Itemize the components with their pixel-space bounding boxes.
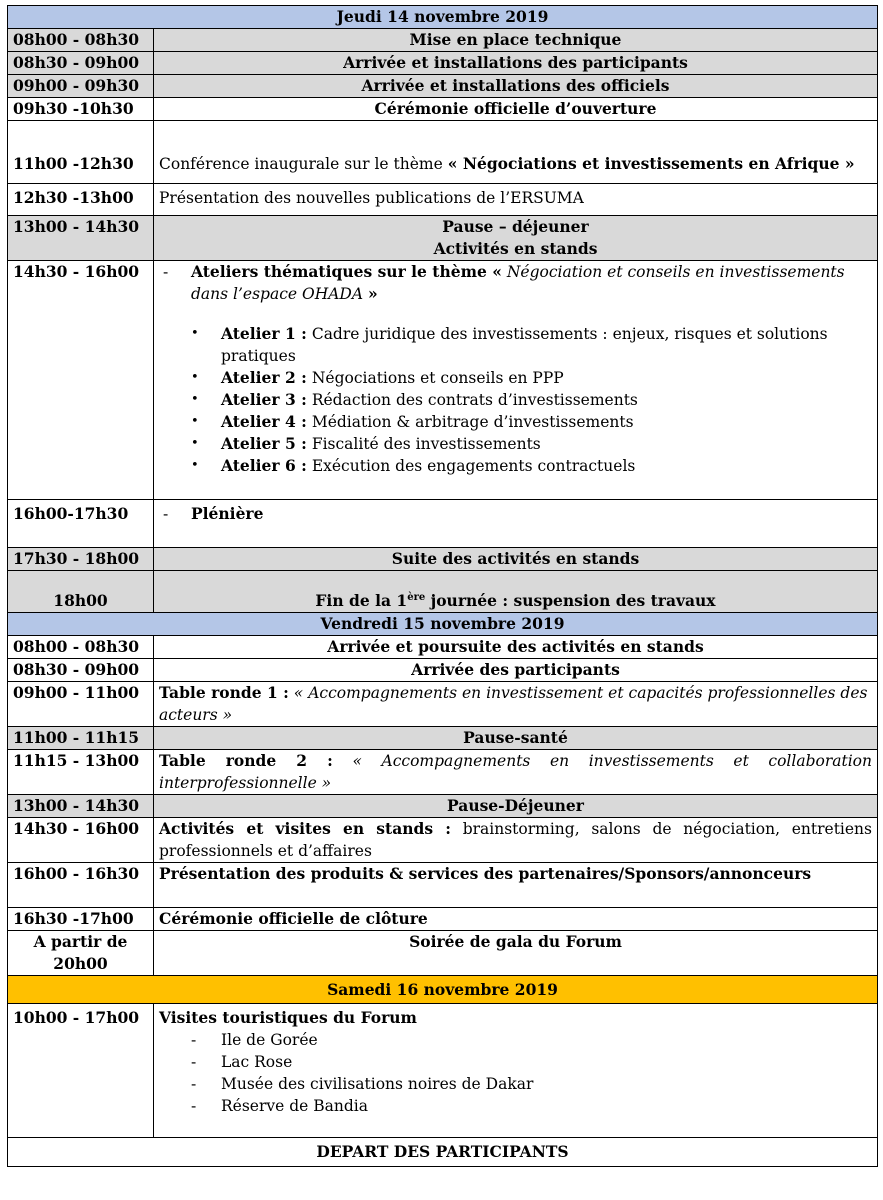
workshop-label: Atelier 3 : (221, 390, 307, 409)
table-row (8, 98, 878, 121)
pleniere-item (159, 503, 872, 525)
day-title: Jeudi 14 novembre 2019 (8, 6, 878, 29)
activity-cell: Présentation des produits & services des partenaires/Sponsors/annonceurs (154, 863, 878, 908)
tour-item: Réserve de Bandia (221, 1097, 368, 1115)
activity-cell: Arrivée et installations des participants (154, 52, 878, 75)
activity-cell (154, 500, 878, 548)
time-cell: 09h30 -10h30 (8, 98, 154, 121)
activity-cell (154, 818, 878, 863)
table-row (8, 571, 878, 613)
table-row (8, 261, 878, 500)
bullet-marker: • (191, 370, 199, 385)
dash-marker: - (191, 1053, 197, 1071)
time-cell: 13h00 - 14h30 (8, 795, 154, 818)
time-cell: 11h15 - 13h00 (8, 750, 154, 795)
bullet-marker: • (191, 326, 199, 341)
table-row (8, 52, 878, 75)
activity-cell: Arrivée des participants (154, 659, 878, 682)
tour-title: Visites touristiques du Forum (159, 1008, 417, 1027)
time-cell: 11h00 - 11h15 (8, 727, 154, 750)
activity-cell (154, 750, 878, 795)
workshop-list (159, 323, 872, 477)
activity-cell: Arrivée et poursuite des activités en stands (154, 636, 878, 659)
activity-cell: Arrivée et installations des officiels (154, 75, 878, 98)
activity-cell (154, 682, 878, 727)
time-cell: 16h00 - 16h30 (8, 863, 154, 908)
table-row (8, 931, 878, 976)
workshops-title (159, 261, 872, 305)
tour-list (159, 1029, 872, 1117)
activity-cell (154, 261, 878, 500)
dash-marker: - (163, 263, 169, 281)
table-row (8, 184, 878, 216)
time-cell: 13h00 - 14h30 (8, 216, 154, 261)
round-table-theme: « Accompagnements en investissements et collaboration interprofessionnelle » (159, 752, 872, 792)
day-header-vendredi (8, 613, 878, 636)
time-cell: 08h30 - 09h00 (8, 52, 154, 75)
time-cell: 11h00 -12h30 (8, 121, 154, 184)
bullet-marker: • (191, 458, 199, 473)
dash-marker: - (191, 1097, 197, 1115)
table-row (8, 795, 878, 818)
day-header-jeudi (8, 6, 878, 29)
time-cell: 10h00 - 17h00 (8, 1004, 154, 1138)
time-cell: 12h30 -13h00 (8, 184, 154, 216)
dash-marker: - (163, 505, 169, 523)
end-day-sup: ère (407, 591, 426, 603)
table-row (8, 682, 878, 727)
list-item (191, 1051, 872, 1073)
table-row (8, 75, 878, 98)
stands-visit-text: brainstorming, salons de négociation, entretiens professionnels et d’affaires (159, 820, 872, 860)
table-row (8, 29, 878, 52)
time-cell (8, 931, 154, 976)
workshop-label: Atelier 4 : (221, 412, 307, 431)
time-line2: 20h00 (53, 954, 108, 973)
day-title: Vendredi 15 novembre 2019 (8, 613, 878, 636)
table-row (8, 727, 878, 750)
workshop-text: Rédaction des contrats d’investissements (311, 391, 638, 409)
time-cell: 08h30 - 09h00 (8, 659, 154, 682)
list-item (191, 389, 872, 411)
list-item (191, 1095, 872, 1117)
workshop-text: Négociations et conseils en PPP (311, 369, 564, 387)
program-table (7, 5, 878, 1167)
end-day-text-rest: journée : suspension des travaux (425, 591, 716, 610)
table-row (8, 636, 878, 659)
workshop-label: Atelier 2 : (221, 368, 307, 387)
time-line1: A partir de (33, 932, 128, 951)
table-row (8, 1004, 878, 1138)
workshop-text: Fiscalité des investissements (311, 435, 541, 453)
pleniere-label: Plénière (191, 504, 264, 523)
time-cell: 14h30 - 16h00 (8, 818, 154, 863)
table-row (8, 1138, 878, 1167)
list-item (191, 367, 872, 389)
activity-cell: Présentation des nouvelles publications de l’ERSUMA (154, 184, 878, 216)
workshops-title-italic: Négociation et conseils en investissements dans l’espace OHADA (191, 263, 845, 303)
bullet-marker: • (191, 392, 199, 407)
activity-cell: Suite des activités en stands (154, 548, 878, 571)
time-cell: 08h00 - 08h30 (8, 636, 154, 659)
activity-cell: Soirée de gala du Forum (154, 931, 878, 976)
time-cell: 09h00 - 09h30 (8, 75, 154, 98)
time-cell: 09h00 - 11h00 (8, 682, 154, 727)
workshop-label: Atelier 1 : (221, 324, 307, 343)
time-cell: 08h00 - 08h30 (8, 29, 154, 52)
table-row (8, 659, 878, 682)
list-item (191, 1029, 872, 1051)
stands-visit-label: Activités et visites en stands : (159, 819, 451, 838)
list-item (191, 455, 872, 477)
workshops-title-close: » (367, 284, 378, 303)
activity-cell (154, 1004, 878, 1138)
time-cell: 16h00-17h30 (8, 500, 154, 548)
round-table-theme: « Accompagnements en investissement et capacités professionnelles des acteurs » (159, 684, 868, 724)
activity-cell (154, 571, 878, 613)
workshops-title-bold: Ateliers thématiques sur le thème « (191, 262, 502, 281)
activity-cell (154, 216, 878, 261)
time-cell: 16h30 -17h00 (8, 908, 154, 931)
table-row (8, 500, 878, 548)
list-item (191, 323, 872, 367)
table-row (8, 750, 878, 795)
workshop-label: Atelier 5 : (221, 434, 307, 453)
dash-marker: - (191, 1075, 197, 1093)
table-row (8, 908, 878, 931)
time-cell: 18h00 (8, 571, 154, 613)
table-row (8, 548, 878, 571)
workshop-text: Exécution des engagements contractuels (311, 457, 636, 475)
tour-item: Ile de Gorée (221, 1031, 318, 1049)
pause-label: Pause – déjeuner (442, 217, 589, 236)
round-table-label: Table ronde 2 : (159, 751, 333, 770)
activity-cell: Pause-santé (154, 727, 878, 750)
workshop-text: Cadre juridique des investissements : enjeux, risques et solutions pratiques (221, 325, 828, 365)
workshop-label: Atelier 6 : (221, 456, 307, 475)
list-item (191, 411, 872, 433)
activity-cell: Mise en place technique (154, 29, 878, 52)
day-title: Samedi 16 novembre 2019 (8, 976, 878, 1004)
program-sheet (7, 5, 877, 1167)
activity-cell: Cérémonie officielle d’ouverture (154, 98, 878, 121)
bullet-marker: • (191, 436, 199, 451)
round-table-label: Table ronde 1 : (159, 683, 289, 702)
workshop-text: Médiation & arbitrage d’investissements (311, 413, 634, 431)
activity-cell: Cérémonie officielle de clôture (154, 908, 878, 931)
list-item (191, 433, 872, 455)
time-cell: 14h30 - 16h00 (8, 261, 154, 500)
table-row (8, 216, 878, 261)
tour-item: Lac Rose (221, 1053, 293, 1071)
bullet-marker: • (191, 414, 199, 429)
table-row (8, 121, 878, 184)
activity-cell (154, 121, 878, 184)
departure-cell: DEPART DES PARTICIPANTS (8, 1138, 878, 1167)
table-row (8, 863, 878, 908)
activity-cell: Pause-Déjeuner (154, 795, 878, 818)
time-cell: 17h30 - 18h00 (8, 548, 154, 571)
list-item (191, 1073, 872, 1095)
tour-item: Musée des civilisations noires de Dakar (221, 1075, 534, 1093)
day-header-samedi (8, 976, 878, 1004)
dash-marker: - (191, 1031, 197, 1049)
conference-theme: « Négociations et investissements en Afrique » (447, 154, 855, 173)
end-day-text: Fin de la 1 (315, 591, 408, 610)
table-row (8, 818, 878, 863)
stands-label: Activités en stands (433, 239, 598, 258)
conference-text: Conférence inaugurale sur le thème (159, 155, 443, 173)
